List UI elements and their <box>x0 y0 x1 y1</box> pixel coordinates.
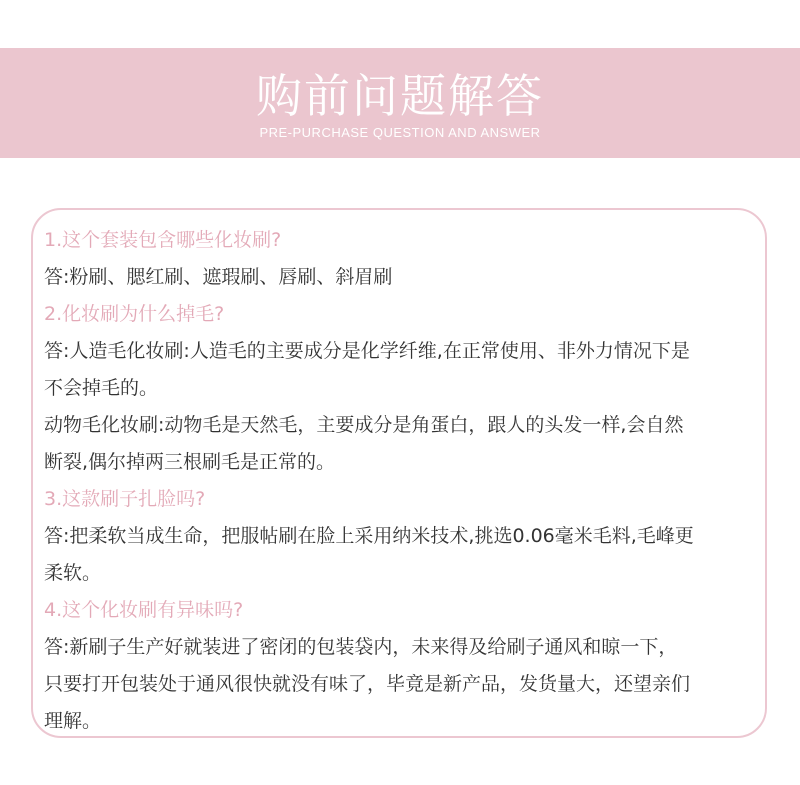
faq-card <box>31 208 767 738</box>
faq-answer-2-line-1: 答:人造毛化妆刷:人造毛的主要成分是化学纤维,在正常使用、非外力情况下是 <box>44 340 690 362</box>
faq-answer-3-line-2: 柔软。 <box>44 562 102 584</box>
faq-question-1: 1.这个套装包含哪些化妆刷? <box>44 229 282 251</box>
faq-content <box>44 222 760 740</box>
faq-question-2: 2.化妆刷为什么掉毛? <box>44 303 225 325</box>
faq-answer-3-line-1: 答:把柔软当成生命，把服帖刷在脸上采用纳米技术,挑选0.06毫米毛料,毛峰更 <box>44 525 694 547</box>
faq-answer-2-line-4: 断裂,偶尔掉两三根刷毛是正常的。 <box>44 451 336 473</box>
faq-answer-4-line-1: 答:新刷子生产好就装进了密闭的包装袋内，未来得及给刷子通风和晾一下， <box>44 636 678 658</box>
faq-answer-2-line-2: 不会掉毛的。 <box>44 377 159 399</box>
faq-question-3: 3.这款刷子扎脸吗? <box>44 488 206 510</box>
faq-answer-1: 答:粉刷、腮红刷、遮瑕刷、唇刷、斜眉刷 <box>44 266 393 288</box>
faq-question-4: 4.这个化妆刷有异味吗? <box>44 599 244 621</box>
header-banner <box>0 48 800 158</box>
page-subtitle: PRE-PURCHASE QUESTION AND ANSWER <box>259 125 541 140</box>
page-title: 购前问题解答 <box>256 69 544 123</box>
faq-answer-4-line-2: 只要打开包装处于通风很快就没有味了，毕竟是新产品，发货量大，还望亲们 <box>44 673 691 695</box>
faq-answer-2-line-3: 动物毛化妆刷:动物毛是天然毛，主要成分是角蛋白，跟人的头发一样,会自然 <box>44 414 684 436</box>
faq-answer-4-line-3: 理解。 <box>44 710 102 732</box>
